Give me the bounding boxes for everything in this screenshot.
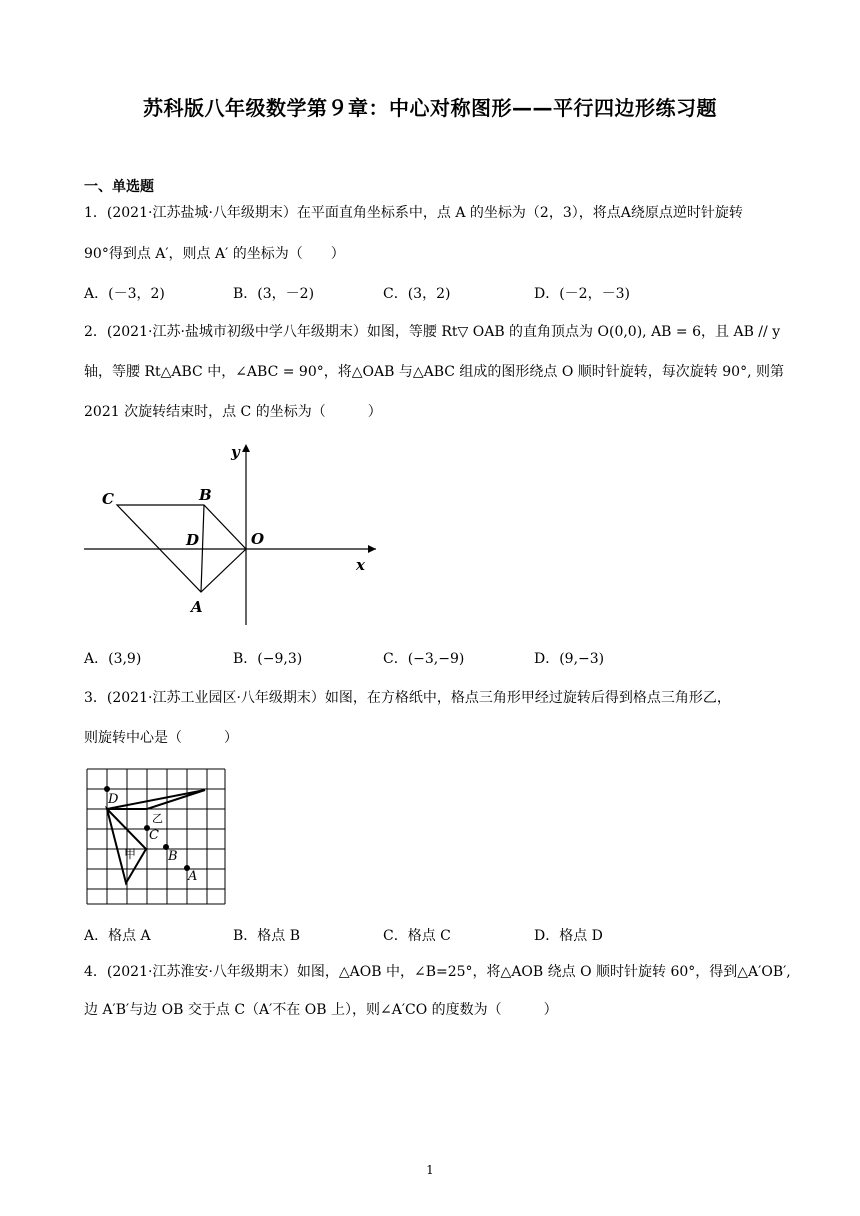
q1-option-c: C．(3，2) <box>383 286 451 302</box>
q2-x-arrow-icon <box>368 545 376 553</box>
q2-y-arrow-icon <box>242 444 250 452</box>
q2-line-2: 轴，等腰 Rt△ABC 中，∠ABC = 90°，将△OAB 与△ABC 组成的图形绕点 O 顺时针旋转，每次旋转 90°, 则第 <box>84 364 784 380</box>
q3-label-d: D <box>108 792 119 807</box>
q3-line-2: 则旋转中心是（ ） <box>84 730 238 746</box>
q3-label-yi: 乙 <box>152 812 163 825</box>
q1-line-2: 90°得到点 A′，则点 A′ 的坐标为（ ） <box>84 246 345 262</box>
section-heading: 一、单选题 <box>84 179 154 195</box>
q3-option-a: A．格点 A <box>84 928 151 944</box>
q1-line-1: 1．(2021·江苏盐城·八年级期末）在平面直角坐标系中，点 A 的坐标为（2，3），将点A绕原点逆时针旋转 <box>84 205 743 221</box>
q2-line-3: 2021 次旋转结束时，点 C 的坐标为（ ） <box>84 404 382 420</box>
q2-label-y: y <box>231 443 240 461</box>
q2-figure <box>80 440 380 630</box>
q2-label-x: x <box>356 556 365 574</box>
q4-line-1: 4．(2021·江苏淮安·八年级期末）如图，△AOB 中，∠B=25°，将△AOB 绕点 O 顺时针旋转 60°，得到△A′OB′, <box>84 964 791 980</box>
q2-line-1: 2．(2021·江苏·盐城市初级中学八年级期末）如图，等腰 Rt▽ OAB 的直角顶点为 O(0,0), AB = 6，且 AB // y <box>84 324 781 340</box>
q3-option-b: B．格点 B <box>233 928 301 944</box>
q2-label-b: B <box>199 486 212 504</box>
q1-option-b: B．(3，－2) <box>233 286 315 302</box>
q4-line-2: 边 A′B′与边 OB 交于点 C（A′不在 OB 上），则∠A′CO 的度数为（ ） <box>84 1002 558 1018</box>
q1-option-a: A．(－3，2) <box>84 286 165 302</box>
q3-label-a: A <box>188 869 198 884</box>
page-number: 1 <box>426 1163 434 1177</box>
q3-label-c: C <box>149 828 159 843</box>
q2-label-c: C <box>102 490 114 508</box>
page-title: 苏科版八年级数学第９章：中心对称图形——平行四边形练习题 <box>143 96 717 120</box>
q2-label-o: O <box>251 530 265 548</box>
q3-option-d: D．格点 D <box>534 928 603 944</box>
q2-label-d: D <box>186 531 200 549</box>
q2-option-b: B．(−9,3) <box>233 651 303 667</box>
q3-figure <box>84 766 229 908</box>
q2-option-a: A．(3,9) <box>84 651 142 667</box>
q2-option-d: D．(9,−3) <box>534 651 605 667</box>
q3-triangle-yi <box>107 790 205 809</box>
q3-line-1: 3．(2021·江苏工业园区·八年级期末）如图，在方格纸中，格点三角形甲经过旋转后得到格点三角形乙， <box>84 690 731 706</box>
q3-label-b: B <box>168 849 178 864</box>
q2-label-a: A <box>191 598 203 616</box>
q3-option-c: C．格点 C <box>383 928 451 944</box>
q1-option-d: D．(－2，－3) <box>534 286 630 302</box>
q2-option-c: C．(−3,−9) <box>383 651 465 667</box>
q3-label-jia: 甲 <box>124 847 137 861</box>
